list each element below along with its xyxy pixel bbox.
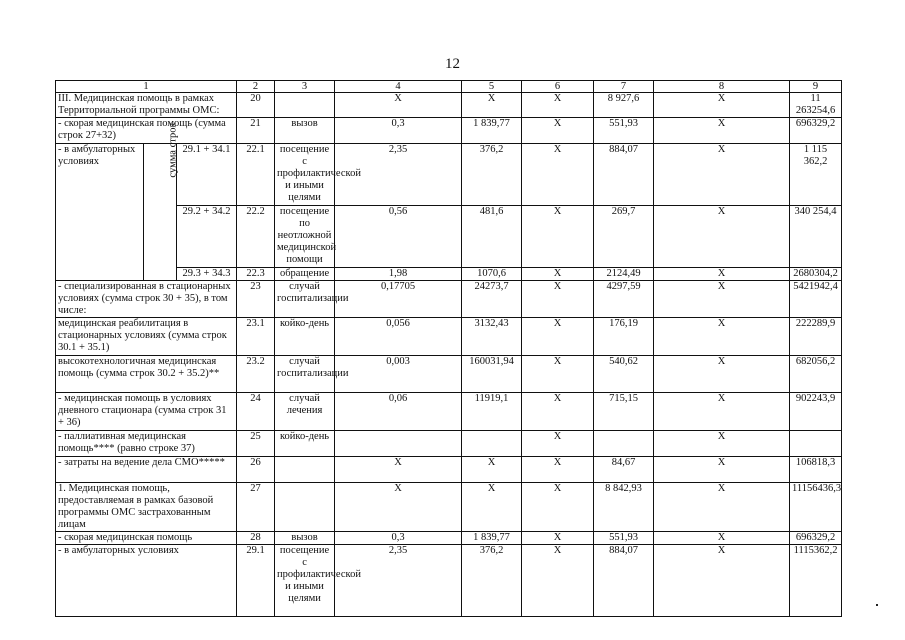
cell-line-number: 20 (237, 93, 275, 118)
header-cell: 7 (594, 81, 654, 93)
cell: 715,15 (594, 393, 654, 431)
cell: Х (654, 144, 790, 206)
cell: 269,7 (594, 206, 654, 268)
cell: Х (654, 356, 790, 393)
row-label: - скорая медицинская помощь (56, 532, 237, 545)
cell: Х (654, 206, 790, 268)
cell: Х (522, 356, 594, 393)
cell: 376,2 (462, 144, 522, 206)
cell: Х (654, 393, 790, 431)
cell-line-number: 28 (237, 532, 275, 545)
cell-sum-rows: 29.1 + 34.1 (177, 144, 237, 206)
cell: 0,06 (335, 393, 462, 431)
cell: 222289,9 (790, 318, 842, 356)
cell: Х (522, 431, 594, 457)
cell: 376,2 (462, 545, 522, 617)
cell-unit: случай лечения (275, 393, 335, 431)
cell: 551,93 (594, 532, 654, 545)
cell: 0,56 (335, 206, 462, 268)
cell: 8 927,6 (594, 93, 654, 118)
cell: 1 115 362,2 (790, 144, 842, 206)
cell: Х (335, 93, 462, 118)
cell: 0,056 (335, 318, 462, 356)
cell-line-number: 21 (237, 118, 275, 144)
cell: 902243,9 (790, 393, 842, 431)
header-cell: 6 (522, 81, 594, 93)
cell: 0,3 (335, 532, 462, 545)
cell: 84,67 (594, 457, 654, 483)
cell: 682056,2 (790, 356, 842, 393)
cell: 884,07 (594, 545, 654, 617)
cell: 1 839,77 (462, 118, 522, 144)
table-row (56, 545, 842, 617)
cell: 11919,1 (462, 393, 522, 431)
cell-unit (275, 457, 335, 483)
cell: 551,93 (594, 118, 654, 144)
cell: Х (462, 483, 522, 532)
cell: 5421942,4 (790, 281, 842, 318)
table-row (56, 318, 842, 356)
cell: 481,6 (462, 206, 522, 268)
cell-unit: посещение с профилактической и иными целями (275, 144, 335, 206)
cell-unit: койко-день (275, 318, 335, 356)
table-row (56, 457, 842, 483)
cell: 696329,2 (790, 532, 842, 545)
header-cell: 9 (790, 81, 842, 93)
cell: 0,17705 (335, 281, 462, 318)
cell: Х (522, 532, 594, 545)
header-cell: 4 (335, 81, 462, 93)
cell-line-number: 25 (237, 431, 275, 457)
cell-line-number: 23.2 (237, 356, 275, 393)
cell-line-number: 29.1 (237, 545, 275, 617)
cell: Х (522, 144, 594, 206)
cell: Х (654, 268, 790, 281)
cell: 540,62 (594, 356, 654, 393)
table-row (56, 281, 842, 318)
cell: Х (654, 118, 790, 144)
cell: Х (522, 118, 594, 144)
cell: Х (522, 93, 594, 118)
cell: Х (335, 457, 462, 483)
cell-line-number: 23.1 (237, 318, 275, 356)
scan-dot (876, 604, 878, 606)
cell: Х (654, 545, 790, 617)
cell: Х (522, 393, 594, 431)
page-number: 12 (445, 56, 460, 72)
row-label: - паллиативная медицинская помощь**** (равно строке 37) (56, 431, 237, 457)
cell: 11156436,3 (790, 483, 842, 532)
cell: 2680304,2 (790, 268, 842, 281)
table-row (56, 356, 842, 393)
cell: 160031,94 (462, 356, 522, 393)
cell (790, 431, 842, 457)
cell: 340 254,4 (790, 206, 842, 268)
cell-unit: обращение (275, 268, 335, 281)
cell-unit (275, 483, 335, 532)
cell: 24273,7 (462, 281, 522, 318)
cell (335, 431, 462, 457)
header-cell: 2 (237, 81, 275, 93)
table-row (56, 393, 842, 431)
cell: Х (462, 457, 522, 483)
cell: 1 839,77 (462, 532, 522, 545)
cell: 4297,59 (594, 281, 654, 318)
cell: 696329,2 (790, 118, 842, 144)
cell: 2,35 (335, 545, 462, 617)
cell-unit: вызов (275, 118, 335, 144)
cell: Х (654, 483, 790, 532)
cell-line-number: 22.1 (237, 144, 275, 206)
cell-line-number: 22.3 (237, 268, 275, 281)
cell: Х (522, 281, 594, 318)
cell: Х (522, 457, 594, 483)
row-label: - специализированная в стационарных условиях (сумма строк 30 + 35), в том числе: (56, 281, 237, 318)
cell: 8 842,93 (594, 483, 654, 532)
cell-sum-rows: 29.2 + 34.2 (177, 206, 237, 268)
cell-unit: случай госпитализации (275, 281, 335, 318)
cell (594, 431, 654, 457)
row-label: 1. Медицинская помощь, предоставляемая в рамках базовой программы ОМС застрахованным лицам (56, 483, 237, 532)
cell-unit: посещение с профилактической и иными целями (275, 545, 335, 617)
cell-unit: койко-день (275, 431, 335, 457)
cell (462, 431, 522, 457)
cell-unit: случай госпитализации (275, 356, 335, 393)
header-cell: 8 (654, 81, 790, 93)
cell: 884,07 (594, 144, 654, 206)
cell-line-number: 27 (237, 483, 275, 532)
table-row (56, 144, 842, 206)
row-label: медицинская реабилитация в стационарных условиях (сумма строк 30.1 + 35.1) (56, 318, 237, 356)
cell-line-number: 23 (237, 281, 275, 318)
table-row (56, 532, 842, 545)
row-label: высокотехнологичная медицинская помощь (сумма строк 30.2 + 35.2)** (56, 356, 237, 393)
cell: 176,19 (594, 318, 654, 356)
row-label: - в амбулаторных условиях (56, 144, 144, 281)
cell: 1070,6 (462, 268, 522, 281)
header-row (56, 81, 842, 93)
cell-sum-rows: 29.3 + 34.3 (177, 268, 237, 281)
cell: Х (654, 431, 790, 457)
cell: 1115362,2 (790, 545, 842, 617)
cell-unit (275, 93, 335, 118)
cell-unit: посещение по неотложной медицинской помощи (275, 206, 335, 268)
cell: Х (335, 483, 462, 532)
cell: 3132,43 (462, 318, 522, 356)
cell: 106818,3 (790, 457, 842, 483)
cell: Х (654, 457, 790, 483)
cell: Х (522, 206, 594, 268)
cell: 11 263254,6 (790, 93, 842, 118)
cell: 2124,49 (594, 268, 654, 281)
row-label: - медицинская помощь в условиях дневного стационара (сумма строк 31 + 36) (56, 393, 237, 431)
table-row (56, 93, 842, 118)
cell: Х (522, 318, 594, 356)
cell: Х (522, 483, 594, 532)
cell-line-number: 22.2 (237, 206, 275, 268)
header-cell: 1 (56, 81, 237, 93)
cell: 0,3 (335, 118, 462, 144)
cell: 2,35 (335, 144, 462, 206)
cell: Х (522, 545, 594, 617)
cell: Х (654, 93, 790, 118)
cell: 0,003 (335, 356, 462, 393)
cell: Х (462, 93, 522, 118)
data-table (55, 80, 842, 617)
row-label: - в амбулаторных условиях (56, 545, 237, 617)
cell: Х (654, 318, 790, 356)
cell-line-number: 26 (237, 457, 275, 483)
cell-unit: вызов (275, 532, 335, 545)
cell: Х (654, 281, 790, 318)
vertical-label-text: сумма строк (167, 122, 179, 178)
row-label: - скорая медицинская помощь (сумма строк 27+32) (56, 118, 237, 144)
cell: Х (654, 532, 790, 545)
cell-line-number: 24 (237, 393, 275, 431)
table-row (56, 431, 842, 457)
row-label: - затраты на ведение дела СМО***** (56, 457, 237, 483)
cell: 1,98 (335, 268, 462, 281)
vertical-label (144, 122, 179, 281)
row-label: III. Медицинская помощь в рамках Территориальной программы ОМС: (56, 93, 237, 118)
table-row (56, 483, 842, 532)
header-cell: 3 (275, 81, 335, 93)
cell: Х (522, 268, 594, 281)
header-cell: 5 (462, 81, 522, 93)
